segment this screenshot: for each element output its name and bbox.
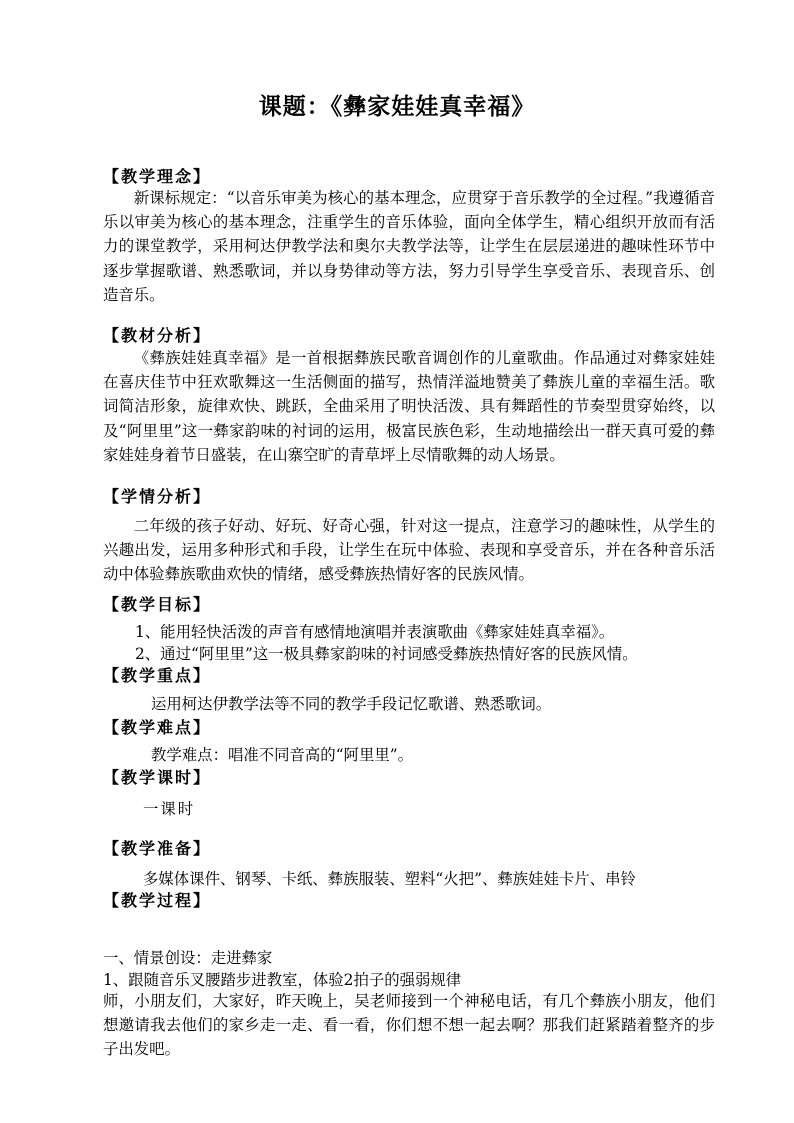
process-dialogue: 师，小朋友们，大家好，昨天晚上，吴老师接到一个神秘电话，有几个彝族小朋友，他们想邀请我去他们的家乡走一走、看一看，你们想不想一起去啊？那我们赶紧踏着整齐的步子出发吧。	[103, 992, 715, 1059]
heading-preparation: 【教学准备】	[103, 839, 212, 858]
heading-student-analysis: 【学情分析】	[103, 487, 212, 506]
heading-teaching-goals: 【教学目标】	[103, 595, 212, 614]
class-hours-text: 一课时	[143, 800, 196, 818]
preparation-text: 多媒体课件、钢琴、卡纸、彝族服装、塑料“火把”、彝族娃娃卡片、串铃	[143, 870, 636, 888]
heading-teaching-process: 【教学过程】	[103, 891, 212, 910]
heading-key-points: 【教学重点】	[103, 666, 212, 685]
paragraph-teaching-philosophy: 新课标规定：“以音乐审美为核心的基本理念，应贯穿于音乐教学的全过程。”我遵循音乐以审美为核心的基本理念，注重学生的音乐体验，面向全体学生，精心组织开放而有活力的课堂教学，采用柯达伊教学法和奥尔夫教学法等，让学生在层层递进的趣味性环节中逐步掌握歌谱、熟悉歌词，并以身势律动等方法，努力引导学生享受音乐、表现音乐、创造音乐。	[103, 189, 715, 304]
paragraph-material-analysis: 《彝族娃娃真幸福》是一首根据彝族民歌音调创作的儿童歌曲。作品通过对彝家娃娃在喜庆佳节中狂欢歌舞这一生活侧面的描写，热情洋溢地赞美了彝族儿童的幸福生活。歌词简洁形象，旋律欢快、跳跃，全曲采用了明快活泼、具有舞蹈性的节奏型贯穿始终，以及“阿里里”这一彝家韵味的衬词的运用，极富民族色彩，生动地描绘出一群天真可爱的彝家娃娃身着节日盛装，在山寨空旷的青草坪上尽情歌舞的动人场景。	[103, 349, 715, 464]
process-substep-1: 1、跟随音乐叉腰踏步进教室，体验2拍子的强弱规律	[103, 971, 462, 989]
difficulties-text: 教学难点：唱准不同音高的“阿里里”。	[151, 746, 413, 764]
paragraph-student-analysis: 二年级的孩子好动、好玩、好奇心强，针对这一提点，注意学习的趣味性，从学生的兴趣出发，运用多种形式和手段，让学生在玩中体验、表现和享受音乐，并在各种音乐活动中体验彝族歌曲欢快的情绪，感受彝族热情好客的民族风情。	[103, 517, 715, 584]
page-title: 课题：《彝家娃娃真幸福》	[258, 93, 536, 120]
key-points-text: 运用柯达伊教学法等不同的教学手段记忆歌谱、熟悉歌词。	[151, 695, 552, 713]
process-step-1: 一、情景创设：走进彝家	[103, 949, 273, 967]
heading-teaching-philosophy: 【教学理念】	[103, 167, 212, 186]
heading-difficulties: 【教学难点】	[103, 718, 212, 737]
heading-class-hours: 【教学课时】	[103, 768, 212, 787]
goal-item-2: 2、通过“阿里里”这一极具彝家韵味的衬词感受彝族热情好客的民族风情。	[135, 645, 638, 663]
heading-material-analysis: 【教材分析】	[103, 326, 212, 345]
goal-item-1: 1、能用轻快活泼的声音有感情地演唱并表演歌曲《彝家娃娃真幸福》。	[135, 623, 615, 641]
